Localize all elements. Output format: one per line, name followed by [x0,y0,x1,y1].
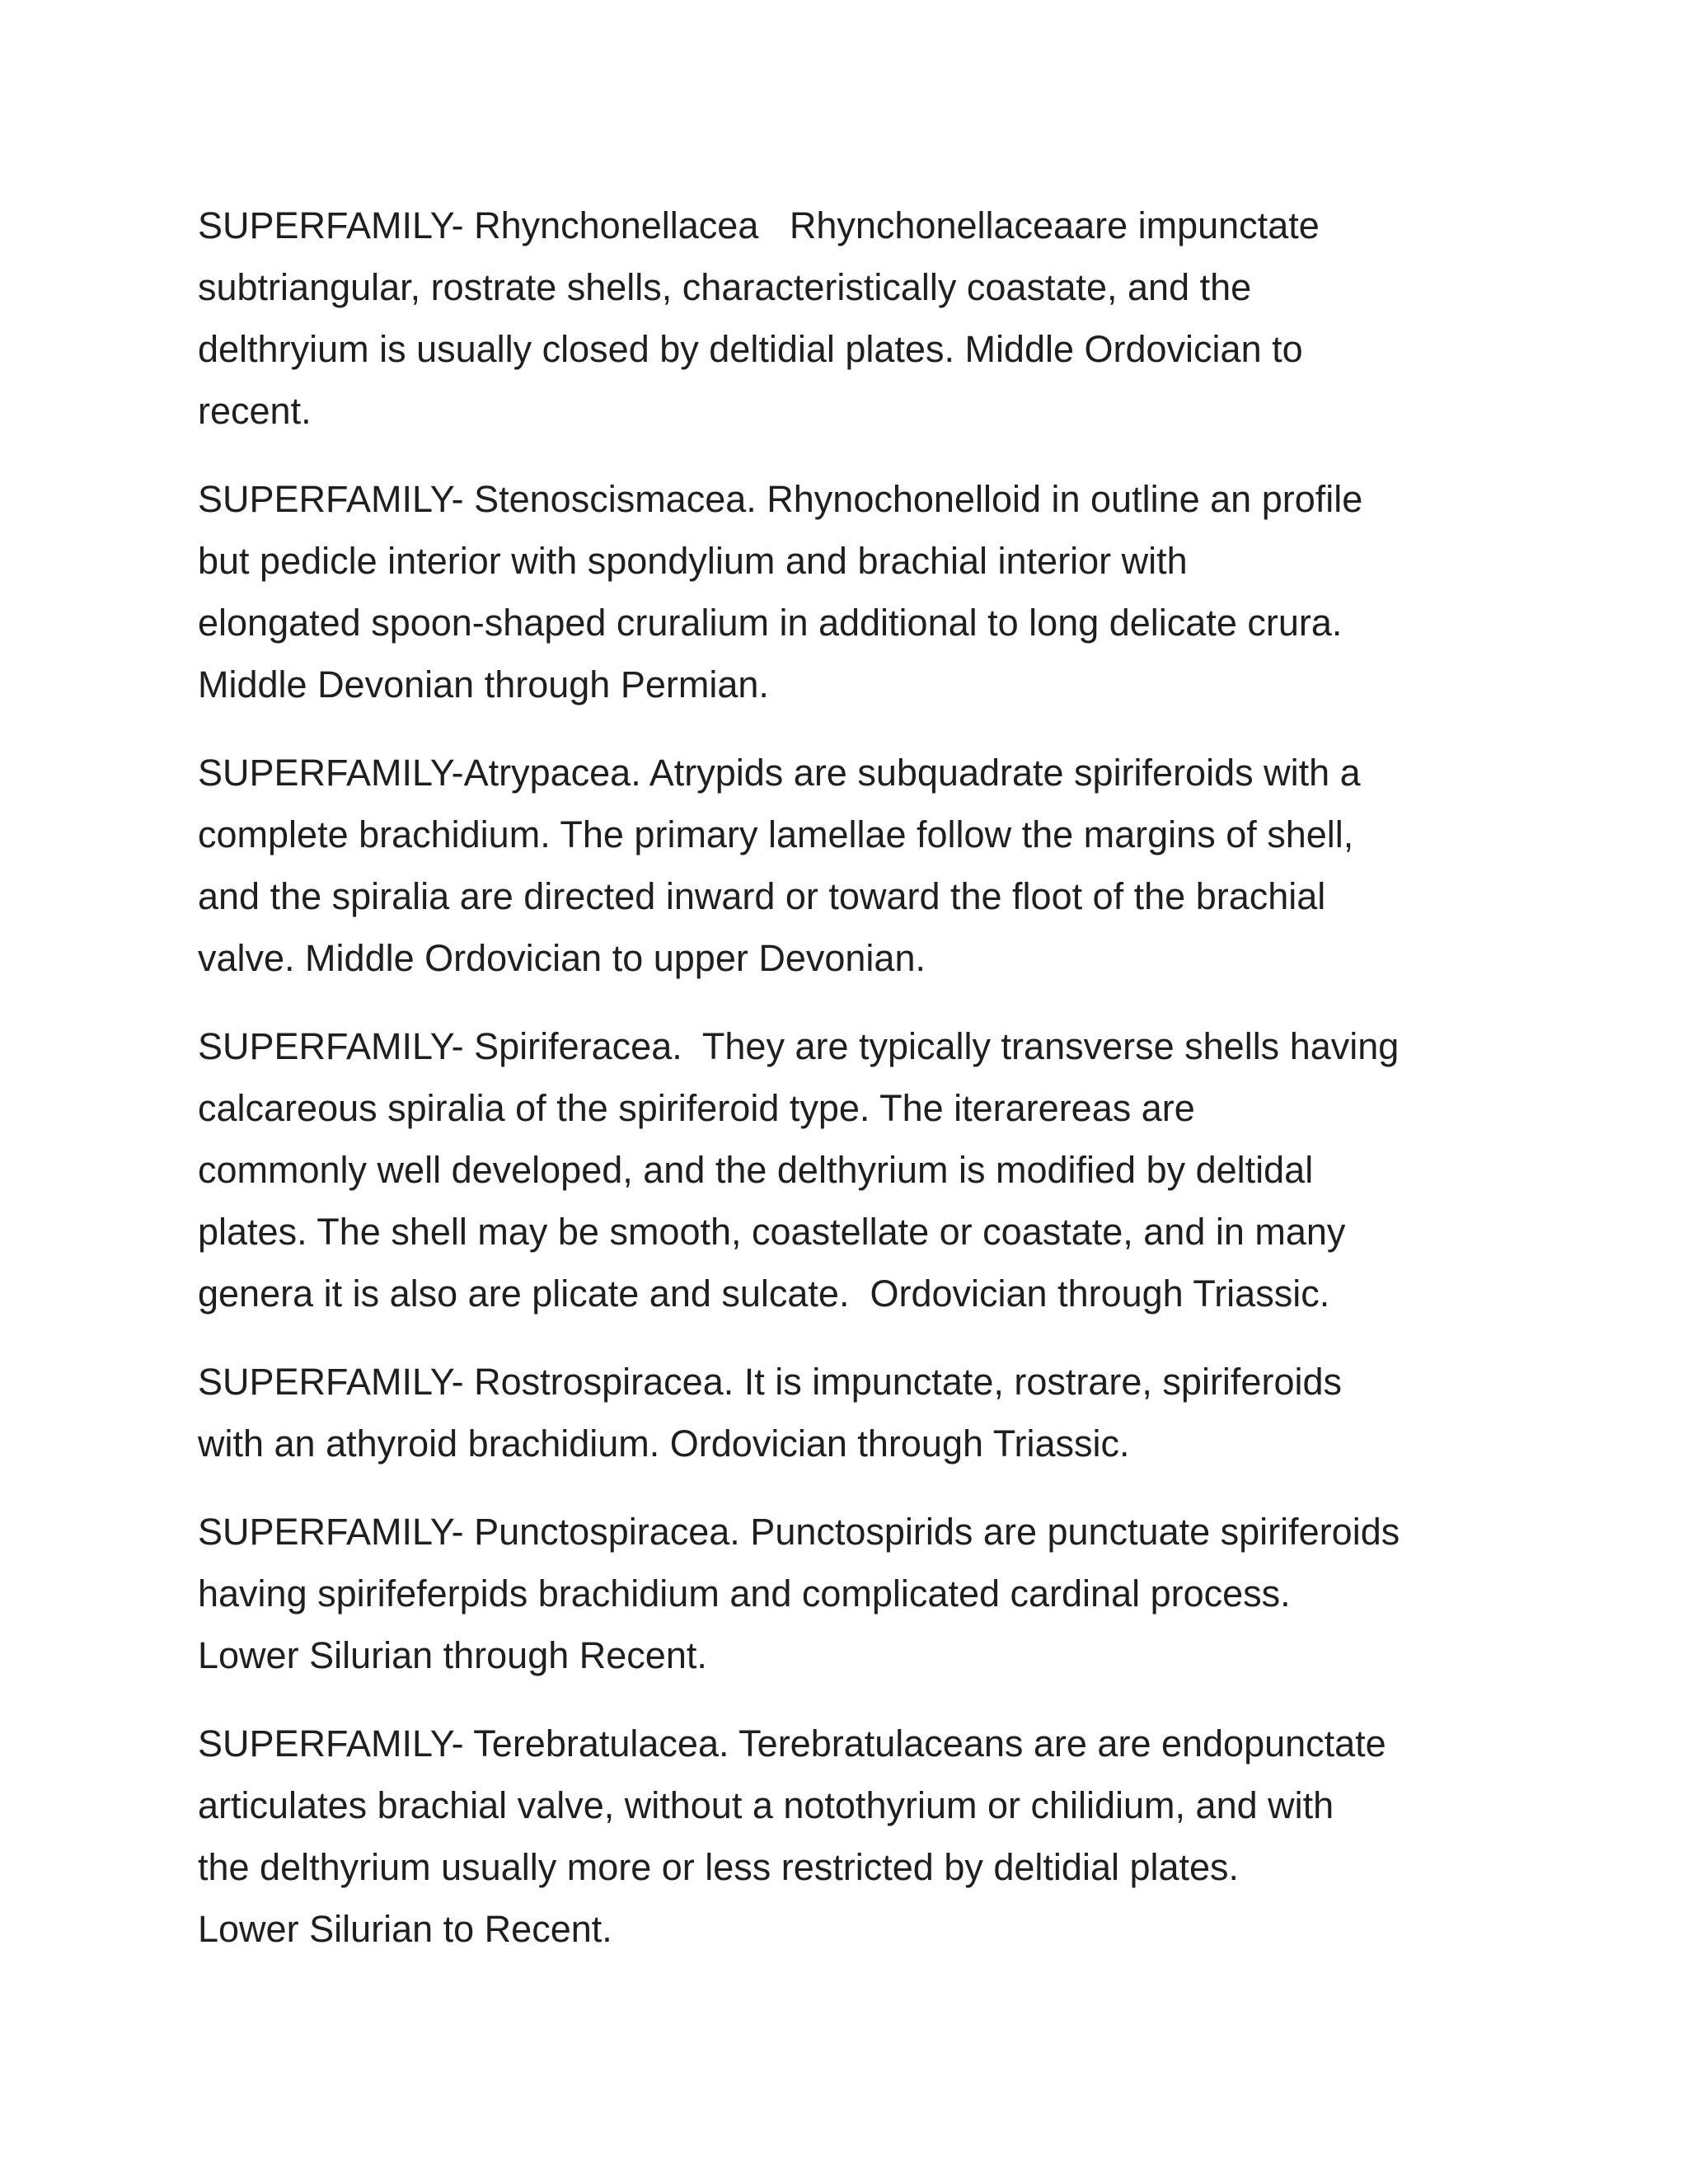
text-line: Middle Devonian through Permian. [198,663,769,705]
paragraph-rostrospiracea [198,1351,1500,1474]
text-line: and the spiralia are directed inward or toward the floot of the brachial [198,875,1326,917]
text-line: with an athyroid brachidium. Ordovician through Triassic. [198,1422,1130,1465]
paragraph-rhynchonellacea [198,194,1500,442]
text-line: plates. The shell may be smooth, coastellate or coastate, and in many [198,1211,1346,1253]
text-line: but pedicle interior with spondylium and brachial interior with [198,540,1188,582]
text-line: having spirifeferpids brachidium and complicated cardinal process. [198,1572,1291,1615]
text-line: Lower Silurian to Recent. [198,1908,612,1950]
text-line: commonly well developed, and the delthyrium is modified by deltidal [198,1149,1314,1191]
text-line: SUPERFAMILY- Rostrospiracea. It is impunctate, rostrare, spiriferoids [198,1361,1342,1403]
paragraph-stenoscismacea [198,468,1500,715]
paragraph-terebratulacea [198,1713,1500,1960]
text-line: SUPERFAMILY- Punctospiracea. Punctospirids are punctuate spiriferoids [198,1511,1400,1553]
text-line: subtriangular, rostrate shells, characteristically coastate, and the [198,266,1252,308]
text-line: valve. Middle Ordovician to upper Devonian. [198,937,926,979]
text-line: articulates brachial valve, without a notothyrium or chilidium, and with [198,1784,1334,1826]
text-line: SUPERFAMILY-Atrypacea. Atrypids are subquadrate spiriferoids with a [198,752,1361,794]
text-line: SUPERFAMILY- Terebratulacea. Terebratulaceans are are endopunctate [198,1722,1386,1765]
text-line: the delthyrium usually more or less restricted by deltidial plates. [198,1846,1240,1888]
paragraph-atrypacea [198,742,1500,989]
text-line: complete brachidium. The primary lamellae follow the margins of shell, [198,813,1354,855]
text-line: genera it is also are plicate and sulcate. Ordovician through Triassic. [198,1272,1330,1315]
text-line: SUPERFAMILY- Stenoscismacea. Rhynochonelloid in outline an profile [198,478,1363,520]
text-line: SUPERFAMILY- Spiriferacea. They are typically transverse shells having [198,1025,1400,1067]
text-line: Lower Silurian through Recent. [198,1634,707,1676]
text-line: delthryium is usually closed by deltidial plates. Middle Ordovician to [198,328,1303,370]
text-line: SUPERFAMILY- Rhynchonellacea Rhynchonellaceaare impunctate [198,204,1320,246]
text-line: elongated spoon-shaped cruralium in additional to long delicate crura. [198,602,1343,644]
paragraph-spiriferacea [198,1015,1500,1324]
text-line: calcareous spiralia of the spiriferoid type. The iterarereas are [198,1087,1195,1129]
text-line: recent. [198,390,312,432]
document-body [198,194,1500,1986]
paragraph-punctospiracea [198,1501,1500,1686]
